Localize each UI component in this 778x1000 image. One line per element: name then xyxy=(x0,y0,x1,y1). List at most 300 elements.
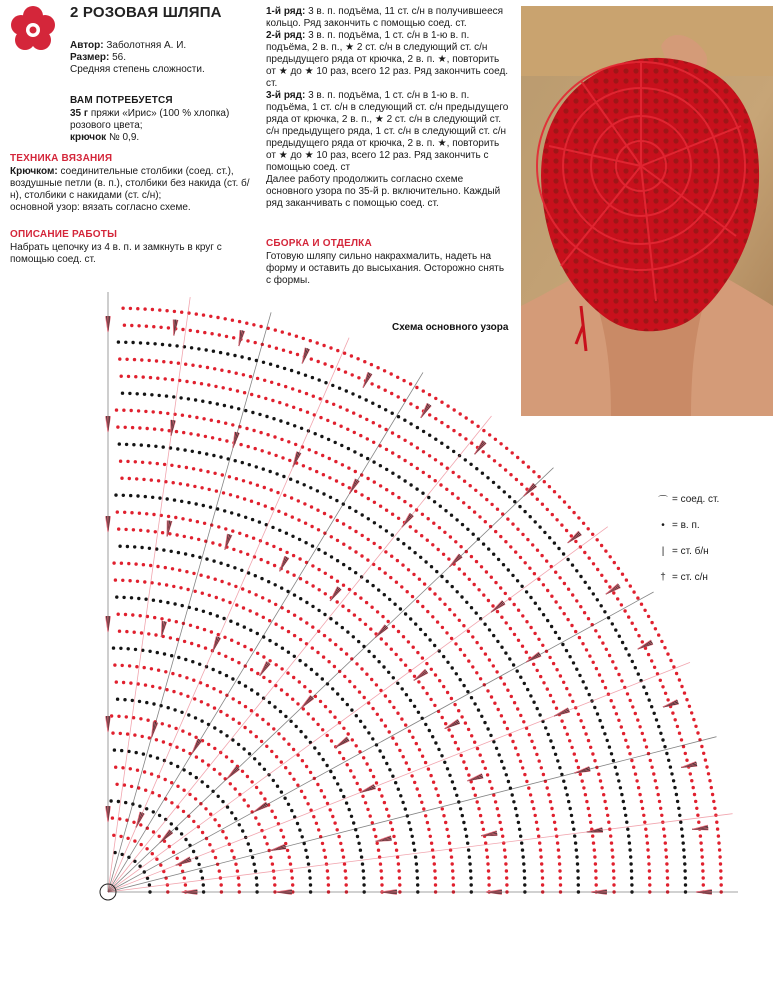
chain-stitch-dot xyxy=(450,514,453,517)
chain-stitch-dot xyxy=(692,718,695,721)
diagram-caption: Схема основного узора xyxy=(392,322,509,333)
chain-stitch-dot xyxy=(161,531,164,534)
chain-stitch-dot xyxy=(511,574,514,577)
chain-stitch-dot xyxy=(618,635,621,638)
chain-stitch-dot xyxy=(318,378,321,381)
chain-stitch-dot xyxy=(117,340,120,343)
chain-stitch-dot xyxy=(317,828,320,831)
chain-stitch-dot xyxy=(604,549,607,552)
chain-stitch-dot xyxy=(620,725,623,728)
chain-stitch-dot xyxy=(360,855,363,858)
chain-stitch-dot xyxy=(523,883,526,886)
chain-stitch-dot xyxy=(336,349,339,352)
chain-stitch-dot xyxy=(237,407,240,410)
chain-stitch-dot xyxy=(333,716,336,719)
chain-stitch-dot xyxy=(419,628,422,631)
chain-stitch-dot xyxy=(492,634,495,637)
chain-stitch-dot xyxy=(514,807,517,810)
chain-stitch-dot xyxy=(270,488,273,491)
radial-stitch-line xyxy=(108,372,423,892)
chain-stitch-dot xyxy=(468,578,471,581)
chain-stitch-dot xyxy=(696,731,699,734)
chain-stitch-dot xyxy=(191,364,194,367)
chain-stitch-dot xyxy=(336,580,339,583)
chain-stitch-dot xyxy=(450,855,453,858)
chain-stitch-dot xyxy=(470,555,473,558)
chain-stitch-dot xyxy=(264,504,267,507)
chain-stitch-dot xyxy=(141,461,144,464)
chain-stitch-dot xyxy=(307,862,310,865)
chain-stitch-dot xyxy=(385,808,388,811)
chain-stitch-dot xyxy=(643,821,646,824)
chain-stitch-dot xyxy=(399,794,402,797)
chain-stitch-dot xyxy=(475,641,478,644)
chain-stitch-dot xyxy=(233,354,236,357)
chain-stitch-dot xyxy=(680,827,683,830)
chain-stitch-dot xyxy=(341,849,344,852)
chain-stitch-dot xyxy=(601,680,604,683)
chain-stitch-dot xyxy=(487,883,490,886)
chain-stitch-dot xyxy=(700,745,703,748)
chain-stitch-dot xyxy=(540,554,543,557)
chain-stitch-dot xyxy=(666,883,669,886)
chain-stitch-dot xyxy=(135,477,138,480)
chain-stitch-dot xyxy=(415,386,418,389)
chain-stitch-dot xyxy=(241,461,244,464)
chain-stitch-dot xyxy=(350,815,353,818)
chain-stitch-dot xyxy=(199,574,202,577)
chain-stitch-dot xyxy=(253,863,256,866)
chain-stitch-dot xyxy=(124,426,127,429)
chain-stitch-dot xyxy=(536,707,539,710)
chain-stitch-dot xyxy=(649,759,652,762)
chain-stitch-dot xyxy=(152,410,155,413)
chain-stitch-dot xyxy=(346,428,349,431)
chain-stitch-dot xyxy=(292,748,295,751)
chain-stitch-dot xyxy=(434,883,437,886)
chain-stitch-dot xyxy=(201,876,204,879)
chain-stitch-dot xyxy=(605,648,608,651)
chain-stitch-dot xyxy=(197,433,200,436)
chain-stitch-dot xyxy=(148,461,151,464)
chain-stitch-dot xyxy=(418,794,421,797)
chain-stitch-dot xyxy=(360,667,363,670)
chain-stitch-dot xyxy=(659,679,662,682)
chain-stitch-dot xyxy=(291,535,294,538)
chain-stitch-dot xyxy=(195,502,198,505)
chain-stitch-dot xyxy=(372,460,375,463)
chain-stitch-dot xyxy=(471,420,474,423)
chain-stitch-dot xyxy=(291,515,294,518)
chain-stitch-dot xyxy=(311,564,314,567)
chain-stitch-dot xyxy=(297,371,300,374)
chain-stitch-dot xyxy=(570,746,573,749)
chain-stitch-dot xyxy=(201,400,204,403)
chain-stitch-dot xyxy=(397,455,400,458)
chain-stitch-dot xyxy=(423,582,426,585)
chain-stitch-dot xyxy=(317,752,320,755)
chain-stitch-dot xyxy=(485,848,488,851)
chain-stitch-dot xyxy=(263,797,266,800)
chain-stitch-dot xyxy=(525,590,528,593)
chain-stitch-dot xyxy=(588,586,591,589)
chain-stitch-dot xyxy=(256,672,259,675)
chain-stitch-dot xyxy=(505,869,508,872)
chain-stitch-dot xyxy=(523,510,526,513)
chain-stitch-dot xyxy=(612,876,615,879)
chain-stitch-dot xyxy=(172,690,175,693)
chain-stitch-dot xyxy=(554,571,557,574)
chain-stitch-dot xyxy=(414,530,417,533)
chain-stitch-dot xyxy=(118,545,121,548)
chain-stitch-dot xyxy=(620,679,623,682)
chain-stitch-dot xyxy=(558,495,561,498)
chain-stitch-dot xyxy=(323,613,326,616)
chain-stitch-dot xyxy=(322,849,325,852)
chain-stitch-dot xyxy=(378,749,381,752)
chain-stitch-dot xyxy=(150,667,153,670)
chain-stitch-dot xyxy=(548,485,551,488)
chain-stitch-dot xyxy=(494,800,497,803)
chain-stitch-dot xyxy=(412,842,415,845)
chain-stitch-dot xyxy=(407,821,410,824)
chain-stitch-dot xyxy=(290,809,293,812)
chain-stitch-dot xyxy=(235,372,238,375)
chain-stitch-dot xyxy=(136,307,139,310)
chain-stitch-dot xyxy=(367,538,370,541)
chain-stitch-dot xyxy=(251,411,254,414)
chain-stitch-dot xyxy=(421,755,424,758)
row2-label: 2-й ряд: xyxy=(266,30,306,41)
chain-stitch-dot xyxy=(336,519,339,522)
chain-stitch-dot xyxy=(440,442,443,445)
chain-stitch-dot xyxy=(364,623,367,626)
chain-stitch-dot xyxy=(612,862,615,865)
chain-stitch-dot xyxy=(338,387,341,390)
chain-stitch-dot xyxy=(617,719,620,722)
chain-stitch-dot xyxy=(138,805,141,808)
chain-stitch-dot xyxy=(330,555,333,558)
chain-stitch-dot xyxy=(372,421,375,424)
chain-stitch-dot xyxy=(148,736,151,739)
chain-stitch-dot xyxy=(236,622,239,625)
radial-stitch-line xyxy=(108,592,654,892)
chain-stitch-dot xyxy=(182,789,185,792)
chain-stitch-dot xyxy=(266,561,269,564)
hook-size: № 0,9. xyxy=(108,132,140,143)
chain-stitch-dot xyxy=(279,710,282,713)
chain-stitch-dot xyxy=(415,862,418,865)
chain-stitch-dot xyxy=(683,869,686,872)
chain-stitch-dot xyxy=(676,725,679,728)
chain-stitch-dot xyxy=(535,753,538,756)
chain-stitch-dot xyxy=(322,758,325,761)
chain-stitch-dot xyxy=(272,417,275,420)
chain-stitch-dot xyxy=(196,520,199,523)
chain-stitch-dot xyxy=(585,800,588,803)
chain-stitch-dot xyxy=(168,619,171,622)
chain-stitch-dot xyxy=(617,567,620,570)
chain-stitch-dot xyxy=(121,853,124,856)
chain-stitch-dot xyxy=(430,668,433,671)
chain-stitch-dot xyxy=(278,529,281,532)
chain-stitch-dot xyxy=(249,629,252,632)
chain-stitch-dot xyxy=(632,766,635,769)
chain-stitch-dot xyxy=(197,863,200,866)
chain-stitch-dot xyxy=(282,475,285,478)
chain-stitch-dot xyxy=(343,352,346,355)
chain-stitch-dot xyxy=(503,490,506,493)
chain-stitch-dot xyxy=(286,570,289,573)
chain-stitch-dot xyxy=(459,807,462,810)
chain-stitch-dot xyxy=(205,348,208,351)
chain-stitch-dot xyxy=(273,883,276,886)
chain-stitch-dot xyxy=(502,563,505,566)
chain-stitch-dot xyxy=(254,574,257,577)
chain-stitch-dot xyxy=(366,808,369,811)
chain-stitch-dot xyxy=(314,451,317,454)
chain-stitch-dot xyxy=(415,869,418,872)
chain-stitch-dot xyxy=(230,639,233,642)
chain-stitch-dot xyxy=(542,583,545,586)
chain-stitch-dot xyxy=(538,525,541,528)
rows-text xyxy=(266,6,510,210)
chain-stitch-dot xyxy=(273,435,276,438)
chain-stitch-dot xyxy=(571,563,574,566)
chain-stitch-dot xyxy=(527,786,530,789)
chain-stitch-dot xyxy=(558,766,561,769)
chain-stitch-dot xyxy=(505,883,508,886)
chain-stitch-dot xyxy=(418,578,421,581)
chain-stitch-dot xyxy=(352,411,355,414)
chain-stitch-dot xyxy=(634,628,637,631)
chain-stitch-dot xyxy=(244,409,247,412)
chain-stitch-dot xyxy=(565,687,568,690)
chain-stitch-dot xyxy=(470,883,473,886)
chain-stitch-dot xyxy=(225,755,228,758)
chain-stitch-dot xyxy=(469,484,472,487)
chain-stitch-dot xyxy=(459,648,462,651)
chain-stitch-dot xyxy=(195,776,198,779)
chain-stitch-dot xyxy=(379,525,382,528)
chain-stitch-dot xyxy=(591,834,594,837)
chain-stitch-dot xyxy=(459,545,462,548)
chain-stitch-dot xyxy=(121,664,124,667)
chain-stitch-dot xyxy=(201,759,204,762)
chain-stitch-dot xyxy=(575,599,578,602)
chain-stitch-dot xyxy=(400,585,403,588)
chain-stitch-dot xyxy=(297,518,300,521)
chain-stitch-dot xyxy=(358,618,361,621)
chain-stitch-dot xyxy=(472,787,475,790)
chain-stitch-dot xyxy=(500,646,503,649)
chain-stitch-dot xyxy=(612,883,615,886)
chain-stitch-dot xyxy=(361,862,364,865)
chain-stitch-dot xyxy=(199,870,202,873)
chain-stitch-dot xyxy=(480,493,483,496)
chain-stitch-dot xyxy=(136,494,139,497)
chain-stitch-dot xyxy=(641,807,644,810)
chain-stitch-dot xyxy=(220,369,223,372)
chain-stitch-dot xyxy=(145,807,148,810)
chain-stitch-dot xyxy=(547,733,550,736)
chain-stitch-dot xyxy=(588,556,591,559)
chain-stitch-dot xyxy=(458,567,461,570)
chain-stitch-dot xyxy=(517,609,520,612)
chain-stitch-dot xyxy=(566,733,569,736)
chain-stitch-dot xyxy=(274,816,277,819)
chain-stitch-dot xyxy=(265,415,268,418)
chain-stitch-dot xyxy=(487,455,490,458)
chain-stitch-dot xyxy=(516,456,519,459)
chain-stitch-dot xyxy=(495,747,498,750)
chain-stitch-dot xyxy=(201,831,204,834)
chain-stitch-dot xyxy=(209,315,212,318)
chain-stitch-dot xyxy=(154,445,157,448)
chain-stitch-dot xyxy=(434,458,437,461)
chain-stitch-dot xyxy=(434,417,437,420)
chain-stitch-dot xyxy=(486,689,489,692)
chain-stitch-dot xyxy=(345,389,348,392)
chain-stitch-dot xyxy=(390,555,393,558)
legend-symbol: | xyxy=(661,545,665,557)
chain-stitch-dot xyxy=(217,795,220,798)
chain-stitch-dot xyxy=(156,565,159,568)
chain-stitch-dot xyxy=(348,526,351,529)
chain-stitch-dot xyxy=(614,667,617,670)
chain-stitch-dot xyxy=(500,714,503,717)
chain-stitch-dot xyxy=(298,659,301,662)
chain-stitch-dot xyxy=(201,592,204,595)
chain-stitch-dot xyxy=(379,484,382,487)
chain-stitch-dot xyxy=(212,559,215,562)
chain-stitch-dot xyxy=(184,363,187,366)
chain-stitch-dot xyxy=(252,323,255,326)
chain-stitch-dot xyxy=(512,800,515,803)
chain-stitch-dot xyxy=(407,568,410,571)
chain-stitch-dot xyxy=(329,617,332,620)
chain-stitch-dot xyxy=(132,821,135,824)
chain-stitch-dot xyxy=(206,366,209,369)
chain-stitch-dot xyxy=(558,576,561,579)
chain-stitch-dot xyxy=(277,732,280,735)
chain-stitch-dot xyxy=(666,869,669,872)
chain-stitch-dot xyxy=(429,698,432,701)
chain-stitch-dot xyxy=(572,511,575,514)
chain-stitch-dot xyxy=(292,554,295,557)
chain-stitch-dot xyxy=(346,763,349,766)
chain-stitch-dot xyxy=(235,477,238,480)
chain-stitch-dot xyxy=(446,767,449,770)
chain-stitch-dot xyxy=(223,509,226,512)
chain-stitch-dot xyxy=(310,668,313,671)
chain-stitch-dot xyxy=(409,483,412,486)
chain-stitch-dot xyxy=(354,592,357,595)
chain-stitch-dot xyxy=(124,801,127,804)
chain-stitch-dot xyxy=(387,620,390,623)
chain-stitch-dot xyxy=(467,848,470,851)
chain-stitch-dot xyxy=(673,786,676,789)
chain-stitch-dot xyxy=(594,629,597,632)
chain-stitch-dot xyxy=(172,395,175,398)
chain-stitch-dot xyxy=(579,575,582,578)
chain-stitch-dot xyxy=(181,328,184,331)
chain-stitch-dot xyxy=(433,592,436,595)
chain-stitch-dot xyxy=(342,522,345,525)
chain-stitch-dot xyxy=(719,869,722,872)
chain-stitch-dot xyxy=(480,647,483,650)
chain-stitch-dot xyxy=(373,655,376,658)
chain-stitch-dot xyxy=(293,634,296,637)
chain-stitch-dot xyxy=(219,562,222,565)
chain-stitch-dot xyxy=(340,444,343,447)
chain-stitch-dot xyxy=(287,440,290,443)
chain-stitch-dot xyxy=(690,779,693,782)
difficulty-text: Средняя степень сложности. xyxy=(70,64,205,75)
chain-stitch-dot xyxy=(535,821,538,824)
chain-stitch-dot xyxy=(476,747,479,750)
chain-stitch-dot xyxy=(659,732,662,735)
chain-stitch-dot xyxy=(167,326,170,329)
chain-stitch-dot xyxy=(577,876,580,879)
chain-stitch-dot xyxy=(460,715,463,718)
chain-stitch-dot xyxy=(554,631,557,634)
chain-stitch-dot xyxy=(536,669,539,672)
chain-stitch-dot xyxy=(354,550,357,553)
chain-stitch-dot xyxy=(402,755,405,758)
chain-stitch-dot xyxy=(384,550,387,553)
chain-stitch-dot xyxy=(523,773,526,776)
chain-stitch-dot xyxy=(384,408,387,411)
chain-stitch-dot xyxy=(316,489,319,492)
chain-stitch-dot xyxy=(198,556,201,559)
chain-stitch-dot xyxy=(278,401,281,404)
author-value: Заболотняя А. И. xyxy=(106,40,187,51)
chain-stitch-dot xyxy=(532,663,535,666)
chain-stitch-dot xyxy=(601,641,604,644)
chain-stitch-dot xyxy=(470,606,473,609)
chain-stitch-dot xyxy=(241,829,244,832)
chain-stitch-dot xyxy=(351,738,354,741)
chain-stitch-dot xyxy=(114,766,117,769)
chain-stitch-dot xyxy=(140,546,143,549)
chain-stitch-dot xyxy=(232,336,235,339)
chain-stitch-dot xyxy=(494,581,497,584)
chain-stitch-dot xyxy=(305,392,308,395)
chain-stitch-dot xyxy=(216,316,219,319)
chain-stitch-dot xyxy=(378,424,381,427)
chain-stitch-dot xyxy=(521,645,524,648)
chain-stitch-dot xyxy=(202,610,205,613)
chain-stitch-dot xyxy=(413,551,416,554)
chain-stitch-dot xyxy=(268,599,271,602)
chain-stitch-dot xyxy=(568,655,571,658)
chain-stitch-dot xyxy=(519,835,522,838)
chain-stitch-dot xyxy=(711,793,714,796)
chain-stitch-dot xyxy=(460,754,463,757)
chain-stitch-dot xyxy=(524,561,527,564)
chain-stitch-dot xyxy=(561,643,564,646)
chain-stitch-dot xyxy=(616,597,619,600)
legend-symbol: • xyxy=(661,519,665,531)
chain-stitch-dot xyxy=(303,685,306,688)
chain-stitch-dot xyxy=(427,496,430,499)
chain-stitch-dot xyxy=(155,359,158,362)
chain-stitch-dot xyxy=(371,402,374,405)
chain-stitch-dot xyxy=(329,346,332,349)
chain-stitch-dot xyxy=(199,469,202,472)
chain-stitch-dot xyxy=(167,706,170,709)
